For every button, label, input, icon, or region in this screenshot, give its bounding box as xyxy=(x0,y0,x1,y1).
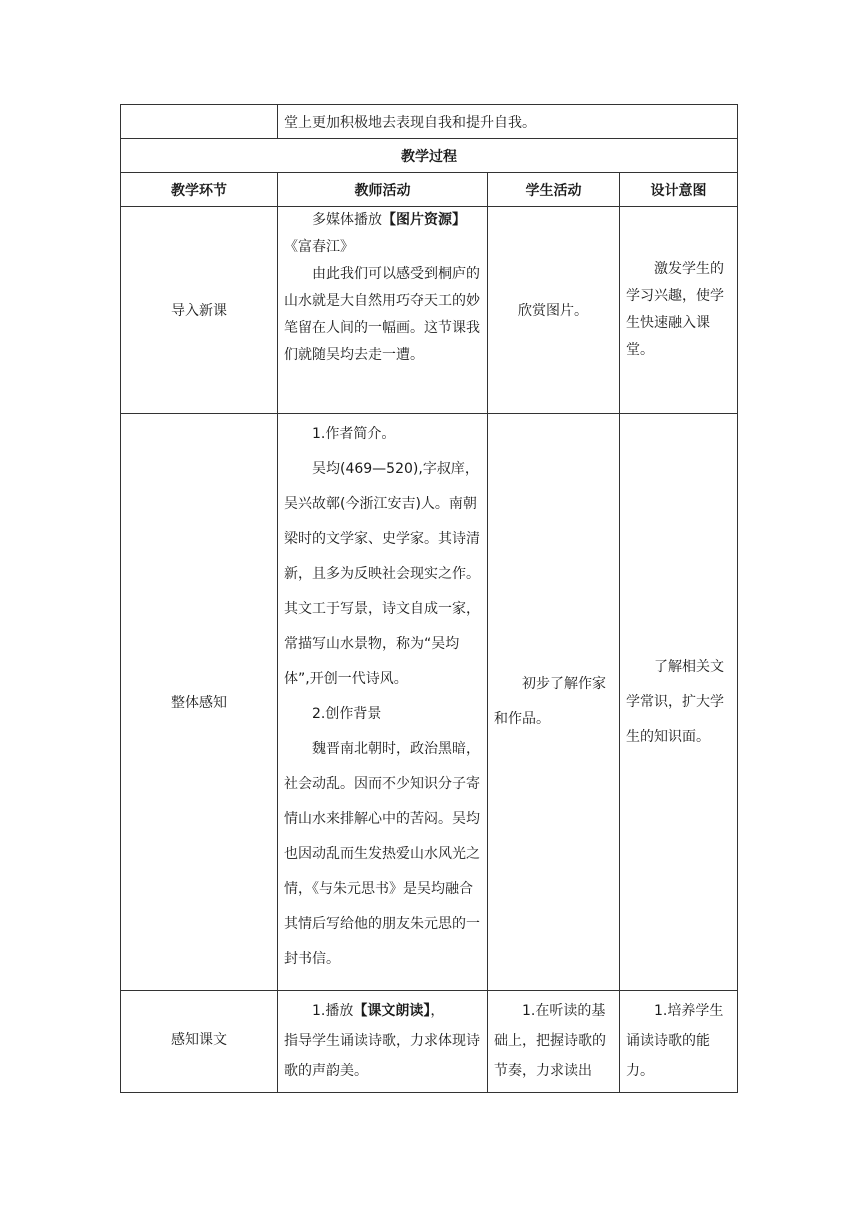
student-paragraph: 初步了解作家和作品。 xyxy=(494,676,606,727)
teacher-cell xyxy=(278,414,488,991)
teacher-paragraph: 指导学生诵读诗歌，力求体现诗歌的声韵美。 xyxy=(284,1033,480,1079)
table-row xyxy=(121,414,738,991)
section-title-row xyxy=(121,139,738,173)
section-title: 教学过程 xyxy=(121,139,738,173)
intent-cell xyxy=(620,991,738,1093)
stage-cell: 整体感知 xyxy=(121,414,278,991)
continuation-row xyxy=(121,105,738,139)
intent-paragraph: 激发学生的学习兴趣，使学生快速融入课堂。 xyxy=(626,261,724,358)
stage-cell: 导入新课 xyxy=(121,207,278,414)
student-cell: 欣赏图片。 xyxy=(488,207,620,414)
teacher-paragraph: 1.作者简介。 xyxy=(312,426,396,442)
continuation-text: 堂上更加积极地去表现自我和提升自我。 xyxy=(284,114,536,131)
lesson-plan-table xyxy=(120,104,738,1093)
intent-paragraph: 了解相关文学常识，扩大学生的知识面。 xyxy=(626,658,724,745)
text-span: 1.播放 xyxy=(312,1003,354,1019)
intent-paragraph: 1.培养学生诵读诗歌的能力。 xyxy=(626,1003,724,1079)
student-cell xyxy=(488,414,620,991)
text-span: 《富春江》 xyxy=(284,239,354,255)
text-span: 多媒体播放 xyxy=(312,212,382,228)
table-row xyxy=(121,991,738,1093)
stage-cell: 感知课文 xyxy=(121,991,278,1093)
text-span: ， xyxy=(430,1003,445,1019)
teacher-paragraph: 吴均(469—520),字叔庠，吴兴故鄣(今浙江安吉)人。南朝梁时的文学家、史学家。其诗清新，且多为反映社会现实之作。其文工于写景，诗文自成一家，常描写山水景物，称为“吴均体”,开创一代诗风。 xyxy=(284,461,480,687)
empty-cell xyxy=(121,105,278,139)
teacher-cell xyxy=(278,991,488,1093)
header-row xyxy=(121,173,738,207)
header-intent: 设计意图 xyxy=(620,173,738,207)
header-student: 学生活动 xyxy=(488,173,620,207)
student-paragraph: 1.在听读的基础上，把握诗歌的节奏，力求读出 xyxy=(494,1003,606,1079)
table-row xyxy=(121,207,738,414)
intent-cell xyxy=(620,207,738,414)
teacher-line xyxy=(284,207,483,261)
intent-cell xyxy=(620,414,738,991)
continuation-cell xyxy=(278,105,738,139)
student-cell xyxy=(488,991,620,1093)
teacher-cell xyxy=(278,207,488,414)
header-stage: 教学环节 xyxy=(121,173,278,207)
teacher-paragraph: 由此我们可以感受到桐庐的山水就是大自然用巧夺天工的妙笔留在人间的一幅画。这节课我们就随吴均去走一遭。 xyxy=(284,266,480,363)
header-teacher: 教师活动 xyxy=(278,173,488,207)
resource-tag: 【课文朗读】 xyxy=(353,1003,431,1019)
teacher-paragraph: 魏晋南北朝时，政治黑暗，社会动乱。因而不少知识分子寄情山水来排解心中的苦闷。吴均也因动乱而生发热爱山水风光之情，《与朱元思书》是吴均融合其情后写给他的朋友朱元思的一封书信。 xyxy=(284,741,480,967)
teacher-paragraph: 2.创作背景 xyxy=(312,706,382,722)
teacher-line xyxy=(284,996,483,1026)
resource-tag: 【图片资源】 xyxy=(382,212,466,228)
